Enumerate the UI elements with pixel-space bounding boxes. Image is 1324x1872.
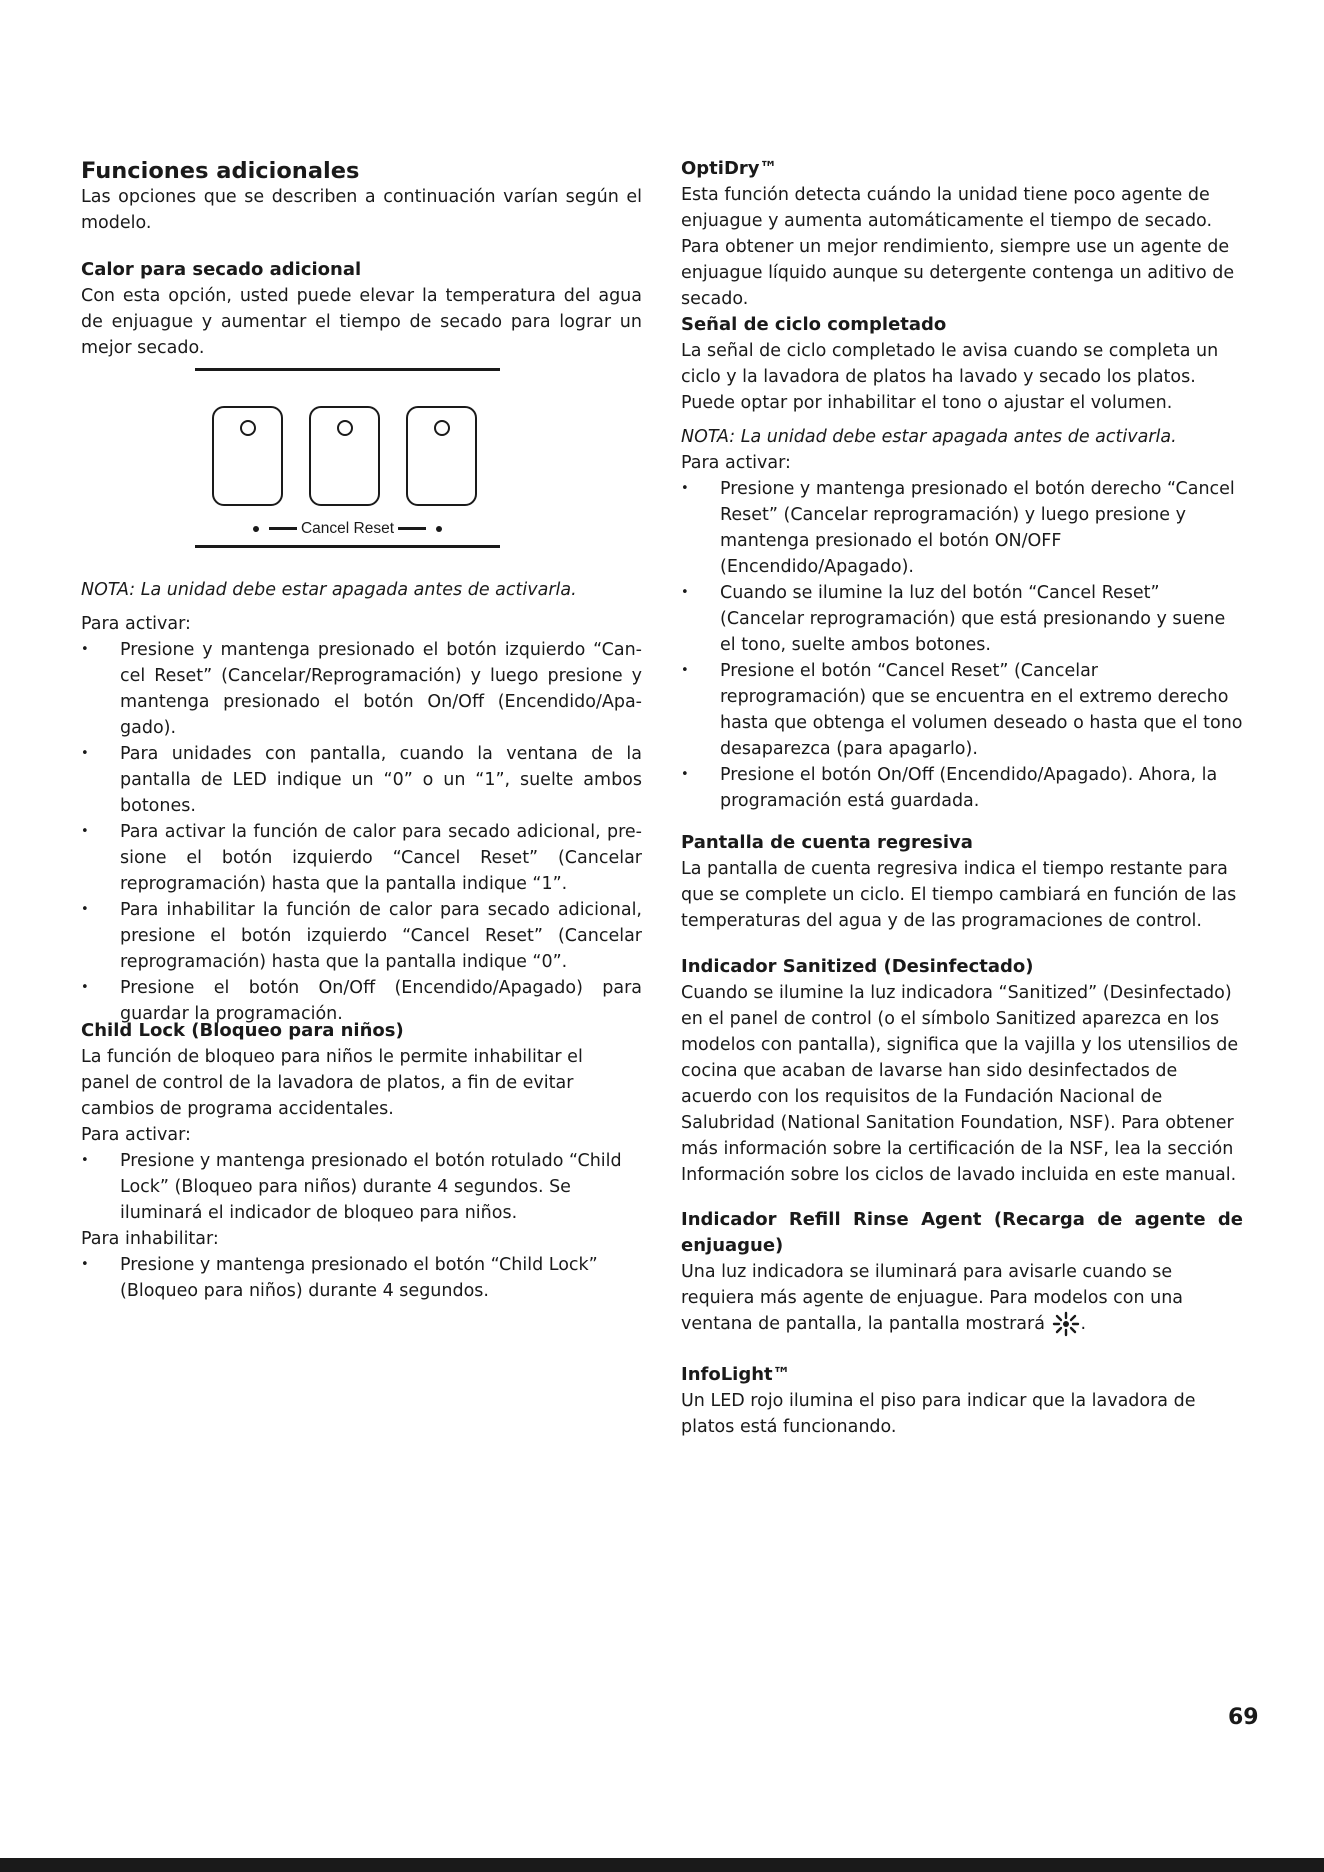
sanitized-heading: Indicador Sanitized (Desinfectado) bbox=[681, 956, 1034, 977]
optidry-text: Esta función detecta cuándo la unidad tiene poco agente de enjuague y aumenta automáticamente el tiempo de secado. Para obtener un mejor rendimiento, siempre use un agente de enjuague líquido aunque su detergente contenga un aditivo de secado. bbox=[681, 185, 1235, 309]
countdown-text: La pantalla de cuenta regresiva indica el tiempo restante para que se complete un ciclo. El tiempo cambiará en función de las temperaturas del agua y de las programaciones de control. bbox=[681, 859, 1237, 931]
dash-icon bbox=[398, 527, 426, 530]
list-item: • Presione el botón “Cancel Reset” (Cancelar reprogramación) que se encuentra en el extremo derecho hasta que obtenga el volumen deseado o hasta que el tono desaparezca (para apagarlo). bbox=[681, 658, 1243, 762]
child-disable-list bbox=[81, 1252, 642, 1304]
led-indicator-icon bbox=[337, 420, 353, 436]
heat-dry-text: Con esta opción, usted puede elevar la temperatura del agua de enjuague y aumentar el tiempo de secado para lograr un mejor secado. bbox=[81, 286, 642, 358]
dot-icon bbox=[253, 526, 259, 532]
countdown-heading: Pantalla de cuenta regresiva bbox=[681, 832, 973, 853]
cancel-reset-label-row bbox=[195, 520, 500, 538]
panel-button-left bbox=[212, 406, 283, 506]
page-number: 69 bbox=[1228, 1705, 1259, 1730]
list-item: • Para unidades con pantalla, cuando la ventana de la pantalla de LED indique un “0” o un “1”, suelte ambos botones. bbox=[81, 741, 642, 819]
infolight-text: Un LED rojo ilumina el piso para indicar que la lavadora de platos está funcionando. bbox=[681, 1391, 1196, 1437]
child-lock-heading: Child Lock (Bloqueo para niños) bbox=[81, 1020, 404, 1041]
rinse-aid-sparkle-icon bbox=[1051, 1311, 1081, 1337]
list-item: • Para inhabilitar la función de calor para secado adicional, presione el botón izquierdo “Cancel Reset” (Cancelar reprogramación) hasta que la pantalla indique “0”. bbox=[81, 897, 642, 975]
heat-note: NOTA: La unidad debe estar apagada antes de activarla. bbox=[81, 580, 577, 600]
dot-icon bbox=[436, 526, 442, 532]
infolight-heading: InfoLight™ bbox=[681, 1364, 791, 1385]
refill-heading: Indicador Refill Rinse Agent (Recarga de agente de enjuague) bbox=[681, 1209, 1243, 1256]
child-activate-list bbox=[81, 1148, 642, 1226]
refill-text bbox=[681, 1259, 1243, 1337]
heat-activate-label: Para activar: bbox=[81, 614, 191, 634]
child-lock-text: La función de bloqueo para niños le permite inhabilitar el panel de control de la lavadora de platos, a fin de evitar cambios de programa accidentales. bbox=[81, 1047, 583, 1119]
led-indicator-icon bbox=[240, 420, 256, 436]
intro-text: Las opciones que se describen a continuación varían según el modelo. bbox=[81, 187, 642, 233]
list-item: • Presione y mantenga presionado el botón izquierdo “Cancel Reset” (Cancelar/Reprogramación) y luego presione y mantenga presionado el botón On/Off (Encendido/Apagado). bbox=[81, 637, 642, 741]
page-bottom-edge bbox=[0, 1858, 1324, 1872]
section-title: Funciones adicionales bbox=[81, 158, 360, 184]
cycle-signal-heading: Señal de ciclo completado bbox=[681, 314, 947, 335]
led-indicator-icon bbox=[434, 420, 450, 436]
heat-steps-list bbox=[81, 637, 642, 1027]
refill-text-body: Una luz indicadora se iluminará para avisarle cuando se requiera más agente de enjuague. Para modelos con una ventana de pantalla, la pantalla mostrará bbox=[681, 1262, 1184, 1334]
refill-text-end: . bbox=[1080, 1314, 1087, 1334]
panel-button-right bbox=[406, 406, 477, 506]
optidry-heading: OptiDry™ bbox=[681, 158, 778, 179]
list-item: • Presione el botón On/Off (Encendido/Apagado) para guardar la programación. bbox=[81, 975, 642, 1027]
list-item: • Presione y mantenga presionado el botón derecho “Cancel Reset” (Cancelar reprogramación) y luego presione y mantenga presionado el botón ON/OFF (Encendido/Apagado). bbox=[681, 476, 1243, 580]
list-item: • Presione y mantenga presionado el botón rotulado “Child Lock” (Bloqueo para niños) durante 4 segundos. Se iluminará el indicador de bloqueo para niños. bbox=[81, 1148, 642, 1226]
sanitized-text: Cuando se ilumine la luz indicadora “Sanitized” (Desinfectado) en el panel de control (o el símbolo Sanitized aparezca en los modelos con pantalla), significa que la vajilla y los utensilios de cocina que acaban de lavarse han sido desinfectados de acuerdo con los requisitos de la Fundación Nacional de Salubridad (National Sanitation Foundation, NSF). Para obtener más información sobre la certificación de la NSF, lea la sección Información sobre los ciclos de lavado incluida en este manual. bbox=[681, 983, 1239, 1185]
panel-top-rule bbox=[195, 368, 500, 371]
list-item: • Cuando se ilumine la luz del botón “Cancel Reset” (Cancelar reprogramación) que está presionando y suene el tono, suelte ambos botones. bbox=[681, 580, 1243, 658]
panel-button-middle bbox=[309, 406, 380, 506]
child-activate-label: Para activar: bbox=[81, 1125, 191, 1145]
list-item: • Para activar la función de calor para secado adicional, presione el botón izquierdo “Cancel Reset” (Cancelar reprogramación) hasta que la pantalla indique “1”. bbox=[81, 819, 642, 897]
list-item: • Presione y mantenga presionado el botón “Child Lock” (Bloqueo para niños) durante 4 segundos. bbox=[81, 1252, 642, 1304]
control-panel-illustration bbox=[195, 368, 500, 550]
dash-icon bbox=[269, 527, 297, 530]
heat-dry-heading: Calor para secado adicional bbox=[81, 259, 362, 280]
list-item: • Presione el botón On/Off (Encendido/Apagado). Ahora, la programación está guardada. bbox=[681, 762, 1243, 814]
cycle-activate-label: Para activar: bbox=[681, 453, 791, 473]
cycle-signal-note: NOTA: La unidad debe estar apagada antes de activarla. bbox=[681, 427, 1177, 447]
panel-bottom-rule bbox=[195, 545, 500, 548]
cycle-signal-text: La señal de ciclo completado le avisa cuando se completa un ciclo y la lavadora de platos ha lavado y secado los platos. Puede optar por inhabilitar el tono o ajustar el volumen. bbox=[681, 341, 1219, 413]
child-disable-label: Para inhabilitar: bbox=[81, 1229, 219, 1249]
cycle-signal-steps bbox=[681, 476, 1243, 814]
cancel-reset-label: Cancel Reset bbox=[300, 520, 395, 537]
